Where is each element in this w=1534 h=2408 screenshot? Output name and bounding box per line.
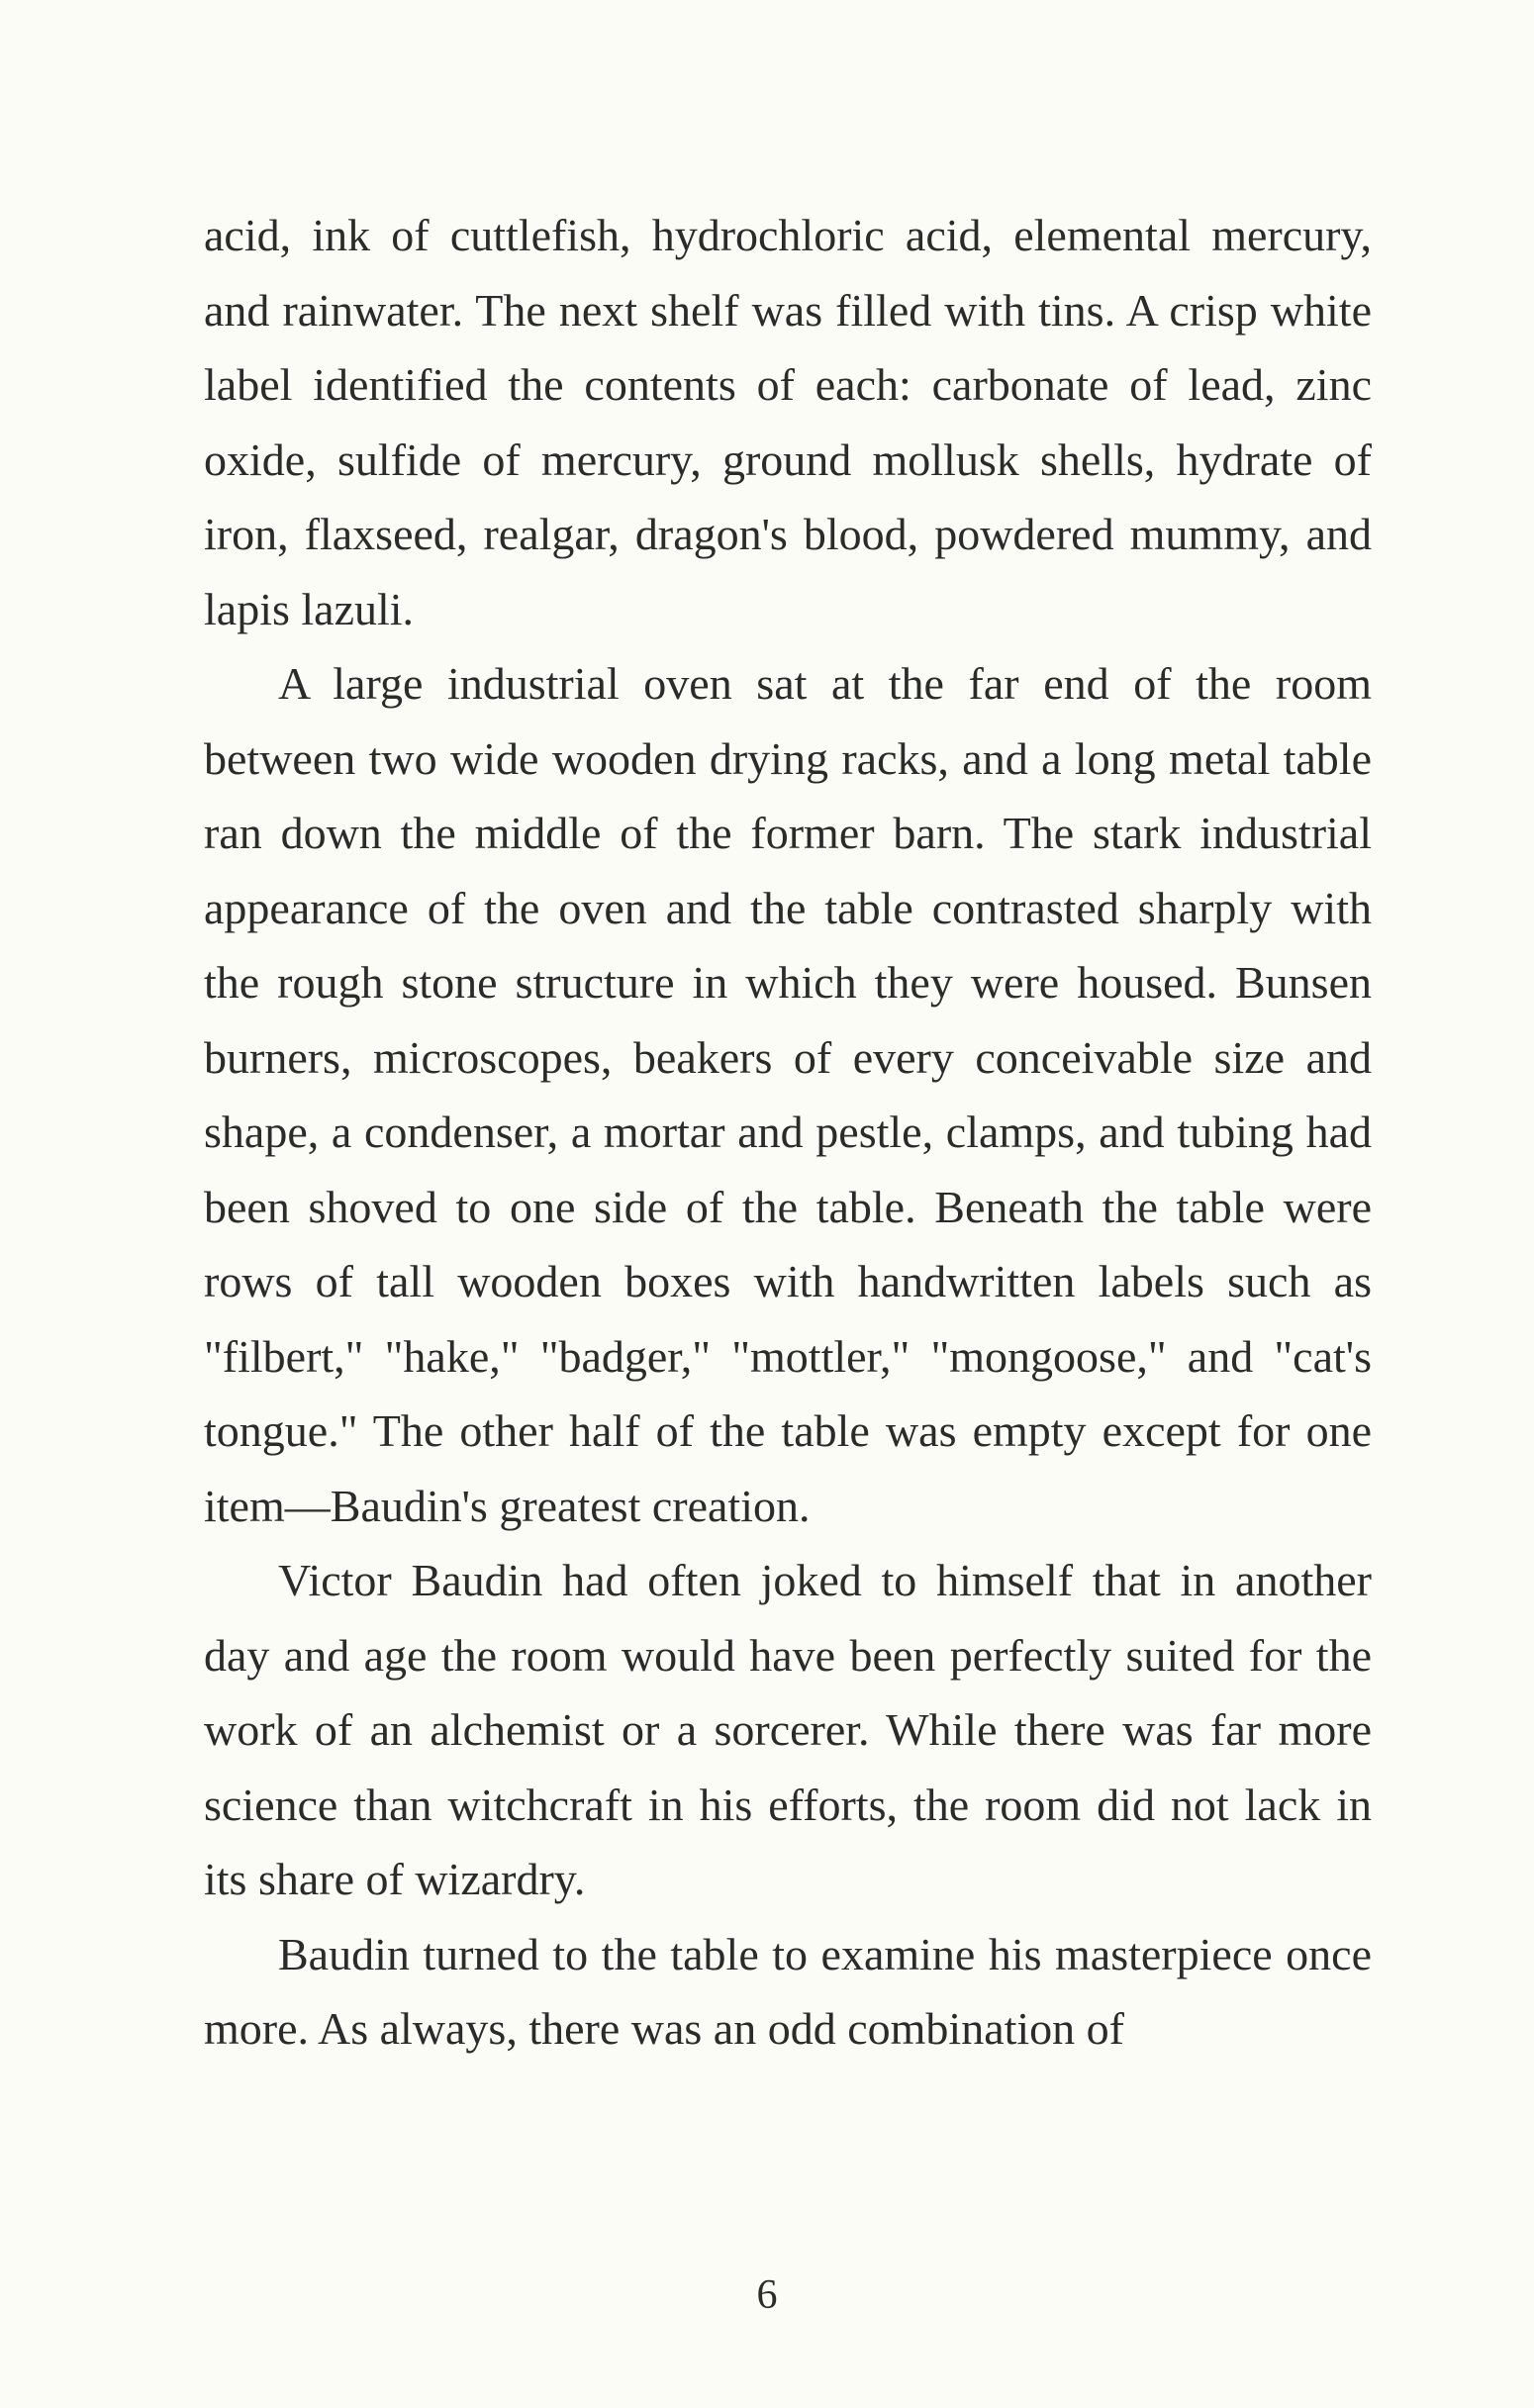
paragraph-continuation: acid, ink of cuttlefish, hydrochloric acid, elemental mercury, and rainwater. The next shelf was filled with tins. A crisp white label identified the contents of each: carbonate of lead, zinc oxide, sulfide of mercury, ground mollusk shells, hydrate of iron, flaxseed, realgar, dragon's blood, powdered mummy, and lapis lazuli. <box>204 210 1372 634</box>
body-text <box>204 198 1372 2067</box>
page-number: 6 <box>756 2272 778 2318</box>
paragraph-oven-description: A large industrial oven sat at the far end of the room between two wide wooden drying racks, and a long metal table ran down the middle of the former barn. The stark industrial appearance of the oven and the table contrasted sharply with the rough stone structure in which they were housed. Bunsen burners, microscopes, beakers of every conceivable size and shape, a condenser, a mortar and pestle, clamps, and tubing had been shoved to one side of the table. Beneath the table were rows of tall wooden boxes with handwritten labels such as "filbert," "hake," "badger," "mottler," "mongoose," and "cat's tongue." The other half of the table was empty except for one item—Baudin's greatest creation. <box>204 658 1372 1531</box>
paragraph-baudin-joke: Victor Baudin had often joked to himself that in another day and age the room would have been perfectly suited for the work of an alchemist or a sorcerer. While there was far more science than witchcraft in his efforts, the room did not lack in its share of wizardry. <box>204 1555 1372 1904</box>
paragraph-masterpiece: Baudin turned to the table to examine his masterpiece once more. As always, there was an odd combination of <box>204 1928 1372 2054</box>
